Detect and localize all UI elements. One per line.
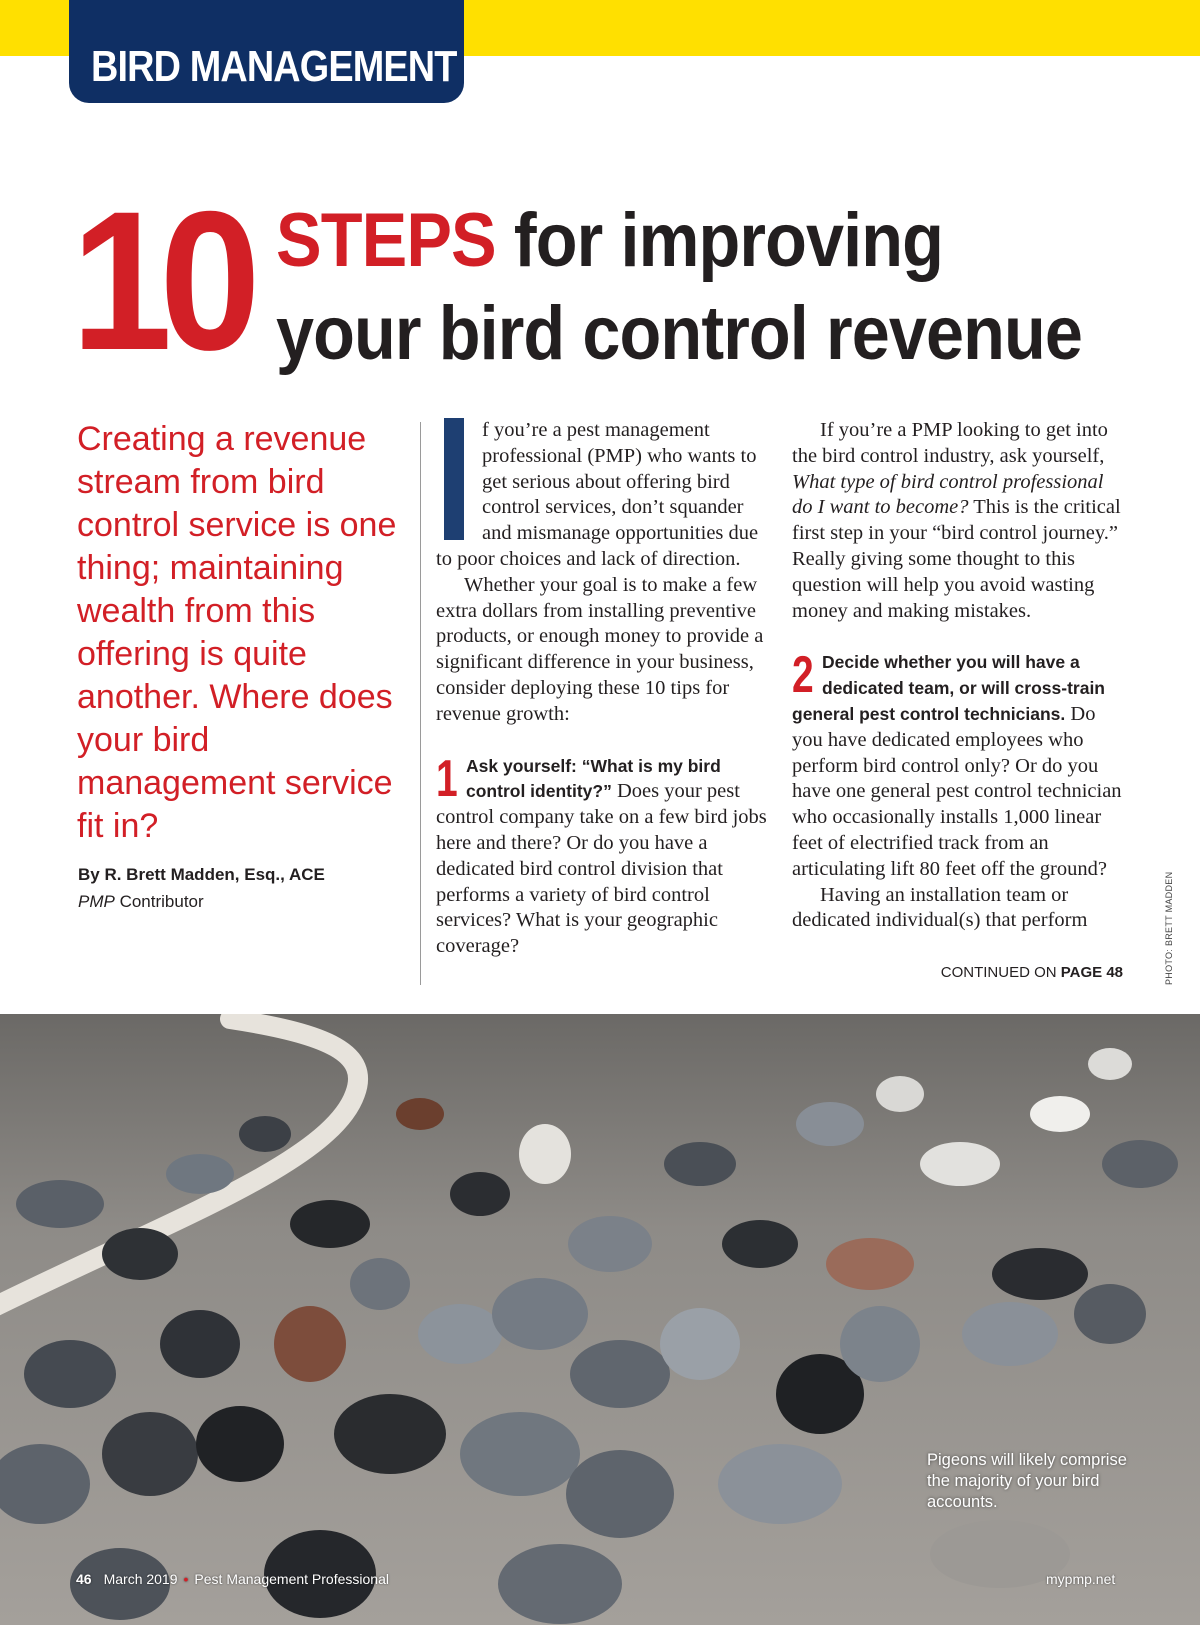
step-1-body: Does your pest control company take on a few bird jobs here and there? Or do you have a dedicated bird control division that performs a variety of bird control services? What is your geographic coverage? bbox=[436, 780, 767, 958]
right-p1-question: What type of bird control professional do I want to become? bbox=[792, 470, 1104, 519]
spacer bbox=[436, 728, 768, 754]
continued-note bbox=[880, 964, 1123, 981]
article-column-left bbox=[436, 418, 768, 960]
publication-name: Pest Management Professional bbox=[194, 1571, 389, 1587]
right-paragraph-1 bbox=[792, 418, 1123, 624]
continued-page: PAGE 48 bbox=[1060, 964, 1123, 981]
headline-accent-word: STEPS bbox=[276, 198, 496, 283]
step-2-number: 2 bbox=[792, 646, 814, 705]
step-2-heading: Decide whether you will have a dedicated team, or will cross-train general pest control technicians. bbox=[792, 652, 1105, 724]
headline-line-1-rest: for improving bbox=[495, 198, 943, 283]
page-number: 46 bbox=[76, 1571, 92, 1587]
deck-text: Creating a revenue stream from bird control service is one thing; maintaining wealth from this offering is quite another. Where does your bird management service fit in? bbox=[77, 420, 397, 845]
dropcap-wrap bbox=[436, 418, 474, 540]
step-1 bbox=[436, 749, 768, 960]
continued-prefix: CONTINUED ON bbox=[940, 964, 1061, 981]
dropcap: I bbox=[444, 418, 464, 540]
footer-bullet: • bbox=[183, 1571, 189, 1587]
issue-date: March 2019 bbox=[103, 1571, 178, 1587]
step-1-number: 1 bbox=[436, 749, 458, 808]
headline-line-1 bbox=[276, 198, 943, 283]
byline-contributor bbox=[78, 892, 204, 912]
section-tab bbox=[69, 0, 464, 103]
headline-number: 10 bbox=[71, 170, 248, 391]
intro-paragraph bbox=[436, 418, 768, 573]
article-column-right bbox=[792, 418, 1123, 934]
section-label: BIRD MANAGEMENT bbox=[91, 42, 457, 91]
intro-paragraph-2: Whether your goal is to make a few extra dollars from installing preventive products, or enough money to provide a significant difference in your business, consider deploying these 10 tips for revenue growth: bbox=[436, 573, 764, 725]
step-2 bbox=[792, 646, 1123, 882]
right-p1-start: If you’re a PMP looking to get into the bird control industry, ask yourself, bbox=[792, 419, 1108, 467]
spacer bbox=[792, 624, 1123, 650]
step-2-body: Do you have dedicated employees who perform bird control only? Or do you have one general pest control technician who occasionally installs 1,000 linear feet of electrified track from an articulating lift 80 feet off the ground? bbox=[792, 702, 1122, 880]
byline-role: Contributor bbox=[114, 892, 204, 911]
pigeon-photo-illustration bbox=[0, 1014, 1200, 1625]
step-1-heading: Ask yourself: “What is my bird control identity?” bbox=[466, 755, 721, 802]
headline-line-2: your bird control revenue bbox=[276, 291, 1083, 376]
right-paragraph-3: Having an installation team or dedicated individual(s) that perform bbox=[792, 883, 1088, 932]
photo-caption: Pigeons will likely comprise the majority of your bird accounts. bbox=[927, 1451, 1127, 1511]
website-url: mypmp.net bbox=[1046, 1571, 1116, 1587]
byline-author: By R. Brett Madden, Esq., ACE bbox=[78, 865, 325, 884]
right-p1-end: This is the critical first step in your “bird control journey.” Really giving some thought to this question will help you avoid wasting money and making mistakes. bbox=[792, 496, 1121, 622]
page-footer bbox=[76, 1571, 389, 1587]
pigeon-photo bbox=[0, 1014, 1200, 1625]
column-divider bbox=[420, 422, 421, 985]
photo-credit: PHOTO: BRETT MADDEN bbox=[1164, 871, 1174, 985]
byline-publication: PMP bbox=[78, 892, 115, 911]
intro-text: f you’re a pest management professional (PMP) who wants to get serious about offering bird control services, don’t squander and mismanage opportunities due to poor choices and lack of direction. bbox=[436, 419, 759, 570]
